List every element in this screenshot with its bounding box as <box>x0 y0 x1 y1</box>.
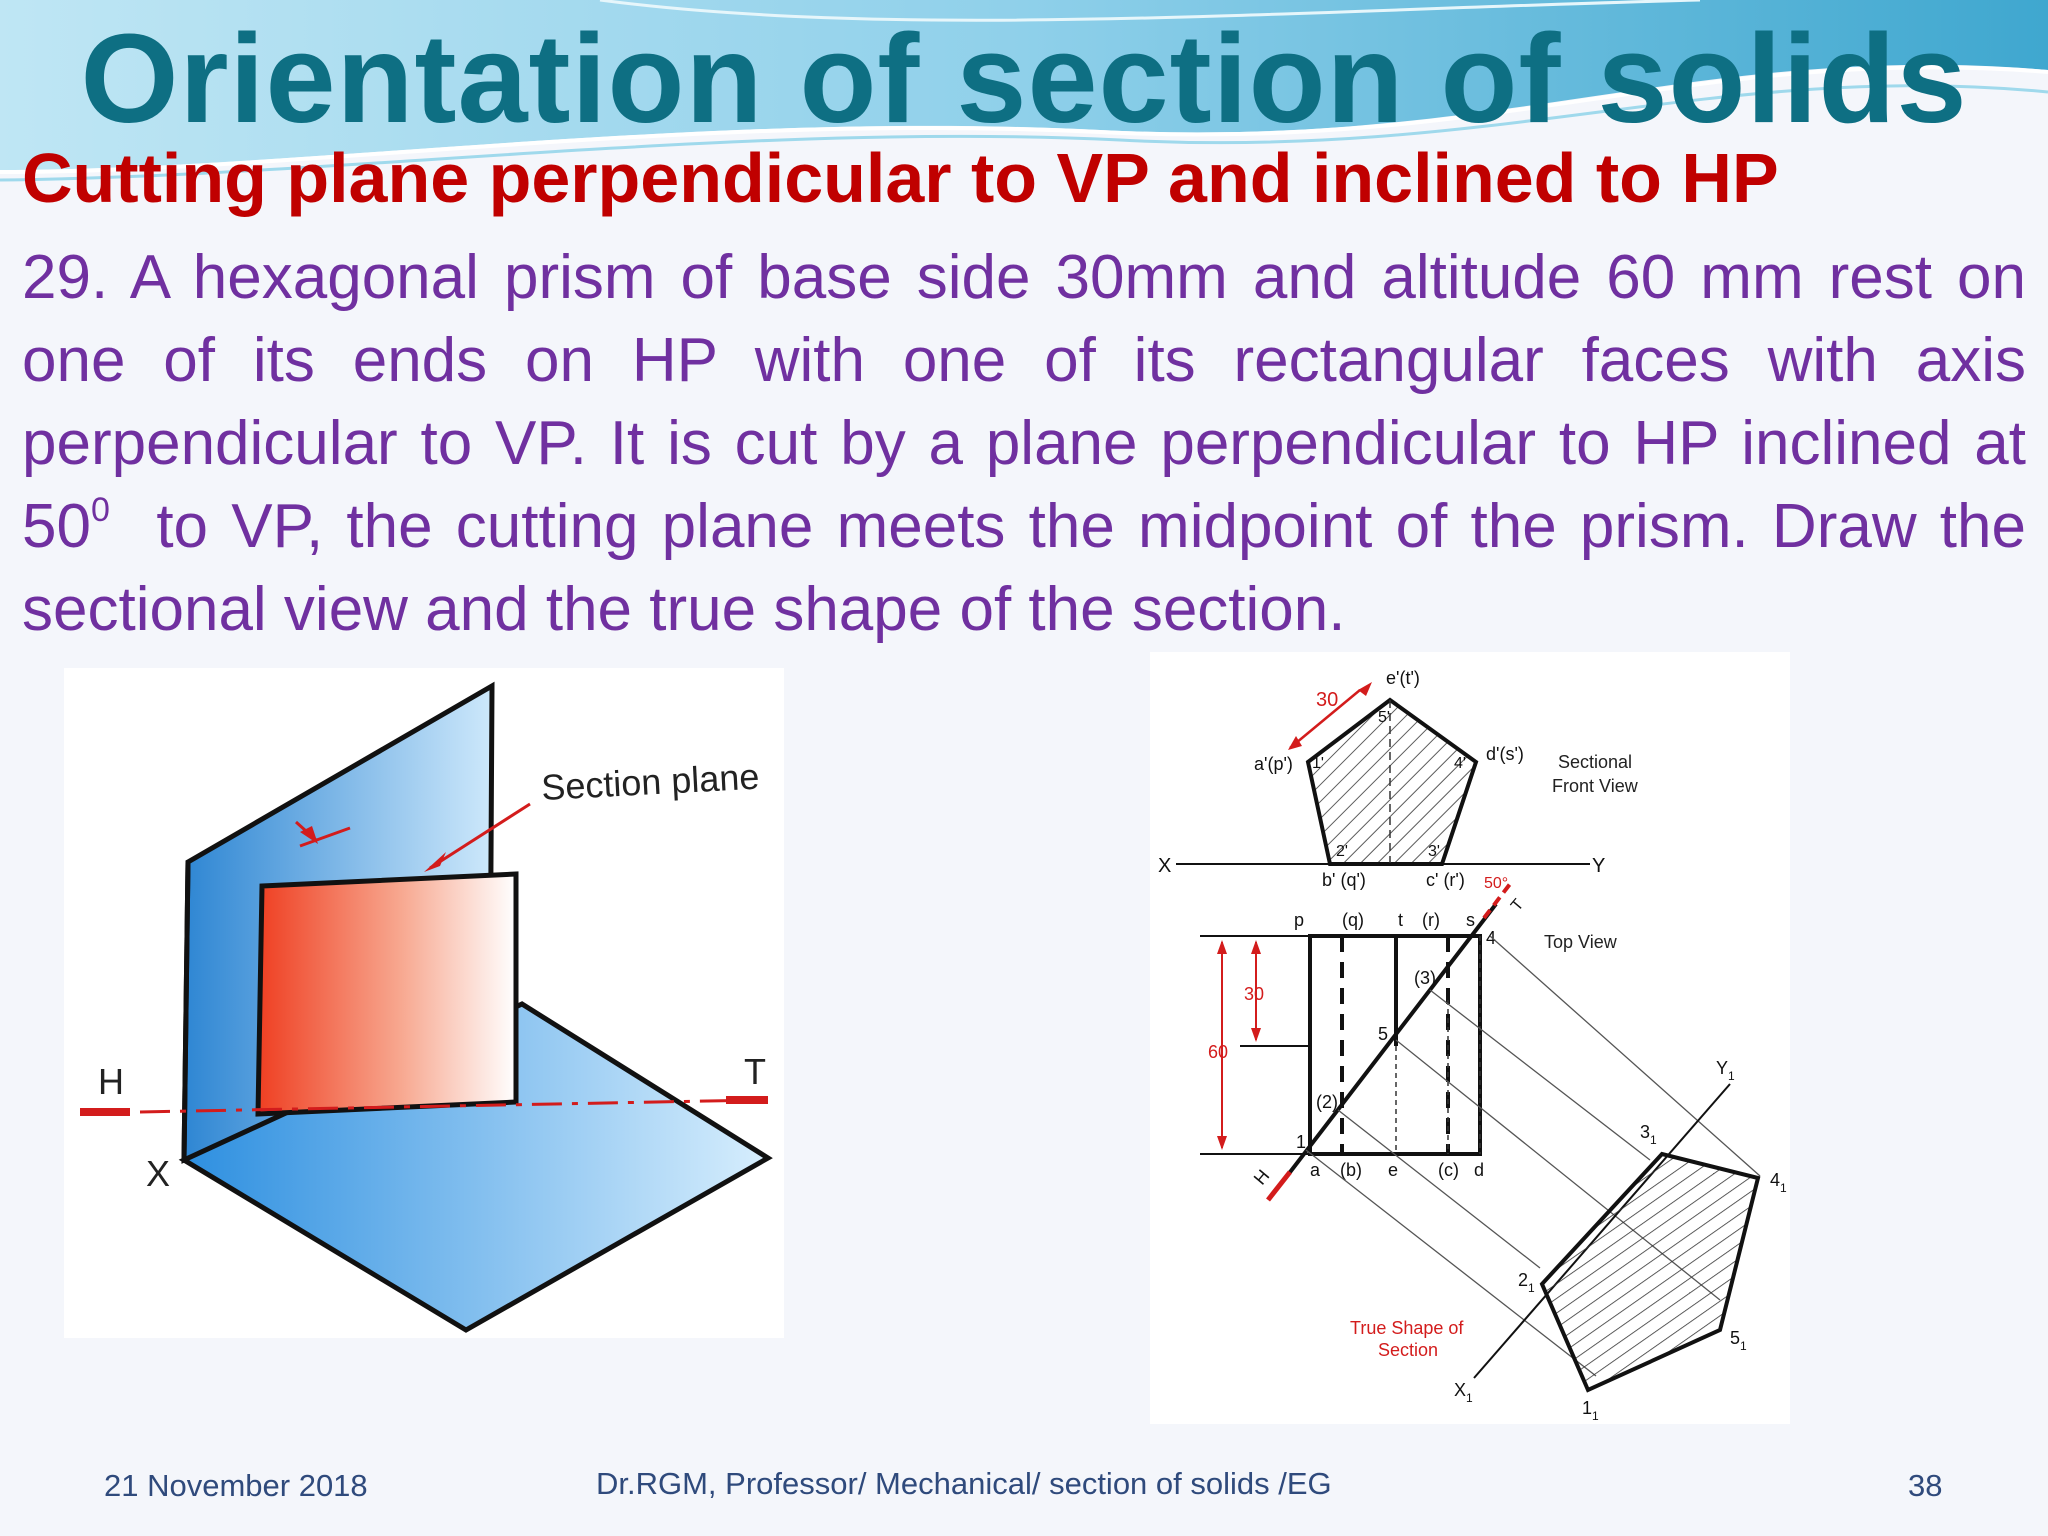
true-shape-title-line1: True Shape of <box>1350 1318 1464 1338</box>
sectional-front-view-line2: Front View <box>1552 776 1638 796</box>
section-plane-pictorial <box>64 668 784 1338</box>
true-label-1-subscript: 1 <box>1592 1409 1599 1423</box>
front-view-pentagon <box>1308 700 1476 864</box>
label-d-s: d'(s') <box>1486 744 1524 764</box>
top-label-4: 4 <box>1486 928 1497 948</box>
section-plane-shape <box>258 874 516 1114</box>
top-label-c: (c) <box>1438 1160 1459 1180</box>
dim-60: 60 <box>1208 1042 1229 1062</box>
top-label-e: e <box>1388 1160 1399 1180</box>
h-label-right: H <box>1249 1165 1274 1189</box>
label-a-p: a'(p') <box>1254 754 1293 774</box>
dim-30-top: 30 <box>1244 984 1265 1004</box>
dim-30-front: 30 <box>1316 689 1339 711</box>
label-3p: 3' <box>1428 843 1440 860</box>
true-label-2: $2_1$ <box>1518 1270 1535 1295</box>
sectional-front-view-line1: Sectional <box>1558 752 1633 772</box>
label-c-r: c' (r') <box>1426 870 1465 890</box>
x1-label: $X_1$ <box>1454 1380 1473 1405</box>
y1-label: $Y_1$ <box>1716 1058 1735 1083</box>
cutting-plane-trace <box>1284 904 1496 1180</box>
top-label-1: 1 <box>1296 1132 1307 1152</box>
true-shape-title-line2: Section <box>1378 1340 1439 1360</box>
true-label-3-subscript: 1 <box>1650 1133 1657 1147</box>
top-label-b: (b) <box>1340 1160 1362 1180</box>
x1-label-subscript: 1 <box>1466 1391 1473 1405</box>
y1-label-subscript: 1 <box>1728 1069 1735 1083</box>
x-label: X <box>146 1153 171 1194</box>
top-label-r: (r) <box>1422 910 1440 930</box>
problem-text-part2: to VP, the cutting plane meets the midpoint of the prism. Draw the sectional view and the true shape of the section. <box>22 492 2026 644</box>
x-label-right: X <box>1158 855 1172 877</box>
t-label: T <box>744 1051 766 1092</box>
t-label-right: T <box>1508 896 1528 915</box>
top-view-label: Top View <box>1544 932 1617 952</box>
label-2p: 2' <box>1336 843 1348 860</box>
true-label-4-subscript: 1 <box>1780 1181 1787 1195</box>
true-label-5-subscript: 1 <box>1740 1339 1747 1353</box>
true-label-1: $1_1$ <box>1582 1398 1599 1423</box>
degree-superscript: 0 <box>90 491 110 529</box>
true-shape-polygon <box>1542 1154 1758 1390</box>
footer-date: 21 November 2018 <box>104 1468 368 1503</box>
top-label-q: (q) <box>1342 910 1364 930</box>
true-label-3: $3_1$ <box>1640 1122 1657 1147</box>
label-e-t: e'(t') <box>1386 668 1420 688</box>
top-label-a: a <box>1310 1160 1321 1180</box>
top-label-3: (3) <box>1414 968 1436 988</box>
section-plane-label: Section plane <box>540 755 761 808</box>
h-label: H <box>98 1061 124 1102</box>
label-5p: 5' <box>1378 709 1390 726</box>
label-1p: 1' <box>1312 755 1324 772</box>
slide-number: 38 <box>1908 1468 1943 1503</box>
y-label-right: Y <box>1592 855 1606 877</box>
label-4p: 4' <box>1454 755 1466 772</box>
problem-text-part1: 29. A hexagonal prism of base side 30mm and altitude 60 mm rest on one of its ends on HP with one of its rectangular faces with axis perpendicular to VP. It is cut by a plane perpendicular to HP inclined at 50 <box>22 243 2026 561</box>
label-b-q: b' (q') <box>1322 870 1366 890</box>
top-label-p: p <box>1294 910 1305 930</box>
problem-statement <box>22 236 2026 651</box>
true-label-2-subscript: 1 <box>1528 1281 1535 1295</box>
angle-50: 50° <box>1484 875 1509 892</box>
slide-title: Orientation of section of solids <box>80 8 1968 149</box>
footer-author: Dr.RGM, Professor/ Mechanical/ section of solids /EG <box>596 1466 1332 1501</box>
top-label-2: (2) <box>1316 1092 1338 1112</box>
orthographic-drawing <box>1150 652 1790 1424</box>
true-label-4: $4_1$ <box>1770 1170 1787 1195</box>
top-label-s: s <box>1466 910 1475 930</box>
top-label-t: t <box>1398 910 1404 930</box>
top-label-5: 5 <box>1378 1024 1389 1044</box>
top-label-d: d <box>1474 1160 1485 1180</box>
slide-subtitle: Cutting plane perpendicular to VP and inclined to HP <box>22 139 1779 217</box>
true-label-5: $5_1$ <box>1730 1328 1747 1353</box>
